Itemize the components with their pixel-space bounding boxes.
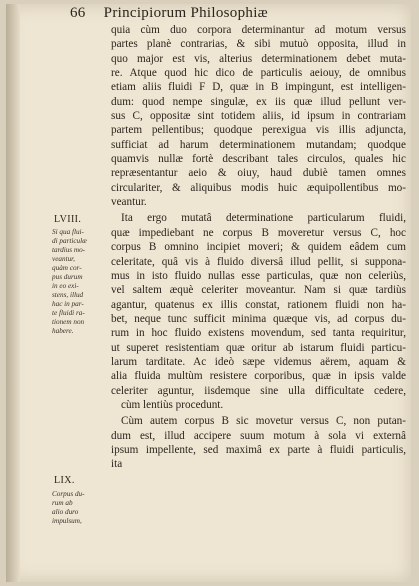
text-line: circulariter, & aliquibus modis huic æquipollentibus mo- [111,181,406,194]
margin-note-line: veantur, [52,255,75,263]
text-line: partem pellentibus; quodque perexigua vis illis adjuncta, [111,124,406,137]
margin-note-line: tionem non [52,318,85,326]
text-line: mus in isto fluido nullas esse particulas, quæ non celeriùs, [111,269,406,282]
margin-note [52,490,108,526]
margin-note-line: impulsum, [52,517,82,525]
text-line: re. Atque quod hic dico de particulis aeiouy, de omnibus [111,67,406,80]
margin-note-line: habere. [52,327,74,335]
text-line: quia cùm duo corpora determinantur ad motum versus [111,24,406,36]
text-line: partes planè contrarias, & sibi mutuò opposita, illud in [111,38,406,51]
margin-note-line: in eo exi- [52,282,79,290]
text-line: Cùm autem corpus B sic movetur versus C, non putan- [121,415,406,428]
margin-note-line: hac in par- [52,300,84,308]
text-line: sus C, oppositæ sint totidem aliis, id ipsum in contrariam [111,110,406,123]
main-text [111,23,406,472]
margin-note-line: rum ab [52,499,73,507]
text-line: quæ impediebant ne corpus B moveretur versus C, hoc [111,226,406,239]
text-line: dum: quod nempe singulæ, ex iis quæ illud pellunt ver- [111,95,406,108]
binding-gutter [6,4,20,582]
section-number: LIX. [54,475,75,486]
margin-note-line: tardius mo- [52,246,86,254]
page-title: Principiorum Philosophiæ [103,5,268,21]
margin-note-line: stens, illud [52,291,84,299]
margin-note-line: di particulæ [52,237,87,245]
text-line: larum tarditate. Ac ideò sæpe videmus aërem, aquam & [111,355,406,368]
margin-note-line: Corpus du- [52,490,85,498]
text-line: agantur, quatenus ex illis constat, rationem fluidi non ha- [111,298,406,311]
margin-note-line: quàm cor- [52,264,82,272]
text-line: bet, neque tunc sufficit minima quæque vis, ad corpus du- [111,312,406,325]
margin-note-line: Si qua flui- [52,228,84,236]
text-line: dum est, illud accipere suum motum à sola vi externâ [111,429,406,442]
margin-note-line: pus durum [52,273,83,281]
text-line: veantur. [111,196,147,209]
text-line: vel saltem æquè celeriter moveantur. Nam si quæ tardiùs [111,284,406,297]
page-number: 66 [70,5,86,21]
text-line: cùm lentiùs procedunt. [121,398,224,411]
text-line: celeriter aguntur, iisdemque sine ulla difficultate cedere, [111,384,406,397]
margin-note [52,228,108,336]
text-line: ut superet resistentiam quæ oritur ab istarum fluidi particu- [111,341,406,354]
text-line: rum in hoc fluido existens movendum, sed tanta requiritur, [111,327,406,340]
margin-note-line: alio duro [52,508,79,516]
running-header [70,5,268,22]
text-line: celeritate, quâ vis à fluido diversâ illud pellit, si suppona- [111,255,406,268]
text-line: quamvis nullæ fortè describant tales circulos, quales hic [111,153,406,166]
text-line: ipsum impellente, sed maximâ ex parte à fluidi particulis, [111,443,406,456]
text-line: etiam aliis fluidi F D, quæ in B impingunt, est intelligen- [111,81,406,94]
text-line: corpus B omnino incipiet moveri; & quidem eâdem cum [111,241,406,254]
text-line: alia fluida multùm resistere corporibus, quæ in ipsis valde [111,370,406,383]
text-line: repræsentantur aeio & oiuy, haud dubiè tamen omnes [111,167,406,180]
section-number: LVIII. [54,214,82,225]
margin-note-line: te fluidi ra- [52,309,85,317]
catchword: ita [111,458,123,471]
text-line: Ita ergo mutatâ determinatione particularum fluidi, [121,212,406,225]
text-line: sufficiat ad harum determinationem mutandam; quodque [111,138,406,151]
text-line: quo major est vis, alterius determinationem debet muta- [111,52,406,65]
